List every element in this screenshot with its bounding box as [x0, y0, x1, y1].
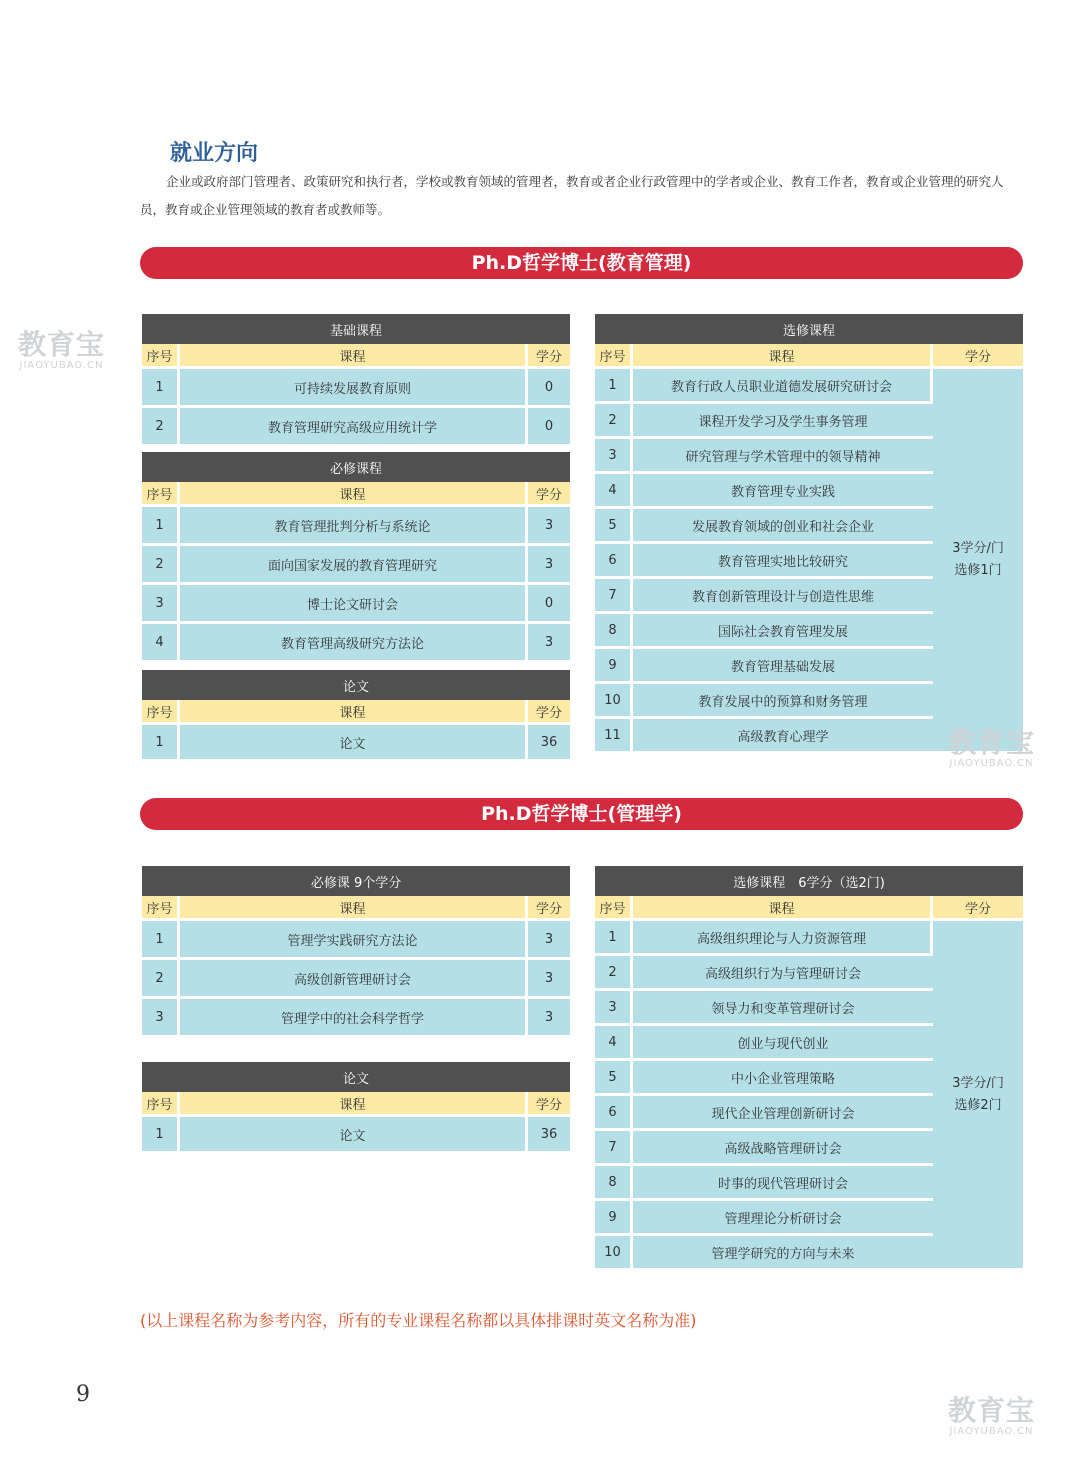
course-name: 管理学中的社会科学哲学 [180, 996, 528, 1035]
row-no: 2 [595, 401, 633, 436]
course-name: 时事的现代管理研讨会 [633, 1163, 933, 1198]
course-name: 教育管理批判分析与系统论 [180, 504, 528, 543]
elective-credit-note [933, 918, 1023, 1268]
col-header-no: 序号 [142, 344, 180, 366]
table-row [142, 722, 570, 759]
row-no: 3 [142, 996, 180, 1035]
col-header-credit: 学分 [933, 344, 1023, 366]
row-no: 1 [142, 504, 180, 543]
elective-credit-note [933, 366, 1023, 751]
course-name: 高级组织行为与管理研讨会 [633, 953, 933, 988]
course-credit: 3 [528, 543, 570, 582]
course-name: 管理学实践研究方法论 [180, 918, 528, 957]
course-name: 现代企业管理创新研讨会 [633, 1093, 933, 1128]
row-no: 2 [142, 405, 180, 444]
course-name: 教育管理实地比较研究 [633, 541, 933, 576]
course-name: 创业与现代创业 [633, 1023, 933, 1058]
page-number: 9 [76, 1382, 90, 1407]
row-no: 4 [142, 621, 180, 660]
table-title: 论文 [342, 1071, 369, 1087]
col-header-credit: 学分 [528, 344, 570, 366]
course-name: 发展教育领域的创业和社会企业 [633, 506, 933, 541]
course-name: 课程开发学习及学生事务管理 [633, 401, 933, 436]
row-no: 9 [595, 646, 633, 681]
course-credit: 0 [528, 405, 570, 444]
course-name: 教育发展中的预算和财务管理 [633, 681, 933, 716]
row-no: 2 [595, 953, 633, 988]
course-credit: 36 [528, 1114, 570, 1151]
row-no: 3 [595, 988, 633, 1023]
watermark-text: 教育宝 [18, 328, 106, 361]
course-name: 中小企业管理策略 [633, 1058, 933, 1093]
elective-courses-table [595, 866, 1023, 1268]
row-no: 8 [595, 611, 633, 646]
course-credit: 3 [528, 957, 570, 996]
row-no: 6 [595, 541, 633, 576]
row-no: 1 [595, 918, 633, 953]
course-name: 博士论文研讨会 [180, 582, 528, 621]
course-name: 高级组织理论与人力资源管理 [633, 918, 933, 953]
table-row [142, 366, 570, 405]
row-no: 3 [142, 582, 180, 621]
row-no: 2 [142, 543, 180, 582]
required-courses-table [142, 866, 570, 1035]
course-credit: 3 [528, 996, 570, 1035]
col-header-no: 序号 [142, 482, 180, 504]
col-header-no: 序号 [142, 896, 180, 918]
course-name: 面向国家发展的教育管理研究 [180, 543, 528, 582]
course-credit: 36 [528, 722, 570, 759]
course-name: 论文 [180, 722, 528, 759]
course-name: 教育创新管理设计与创造性思维 [633, 576, 933, 611]
elective-count: 选修1门 [954, 563, 1002, 578]
watermark-logo [18, 330, 105, 372]
watermark-url: JIAOYUBAO.CN [949, 758, 1034, 769]
row-no: 2 [142, 957, 180, 996]
course-name: 教育管理基础发展 [633, 646, 933, 681]
course-name: 管理学研究的方向与未来 [633, 1233, 933, 1268]
watermark-logo [948, 728, 1035, 770]
table-title: 选修课程 6学分（选2门) [733, 875, 885, 891]
credit-per-course: 3学分/门 [952, 541, 1004, 556]
row-no: 8 [595, 1163, 633, 1198]
course-name: 国际社会教育管理发展 [633, 611, 933, 646]
course-name: 教育管理高级研究方法论 [180, 621, 528, 660]
col-header-no: 序号 [142, 700, 180, 722]
col-header-course: 课程 [180, 700, 528, 722]
row-no: 1 [142, 918, 180, 957]
course-name: 研究管理与学术管理中的领导精神 [633, 436, 933, 471]
course-name: 管理理论分析研讨会 [633, 1198, 933, 1233]
thesis-table [142, 670, 570, 759]
watermark-text: 教育宝 [948, 726, 1036, 759]
table-row [142, 582, 570, 621]
col-header-no: 序号 [595, 896, 633, 918]
course-credit: 0 [528, 582, 570, 621]
col-header-course: 课程 [180, 344, 528, 366]
watermark-text: 教育宝 [948, 1394, 1036, 1427]
course-name: 可持续发展教育原则 [180, 366, 528, 405]
table-row [142, 543, 570, 582]
course-name: 论文 [180, 1114, 528, 1151]
watermark-url: JIAOYUBAO.CN [19, 360, 104, 371]
table-title: 基础课程 [330, 323, 383, 339]
row-no: 7 [595, 1128, 633, 1163]
career-intro-paragraph: 企业或政府部门管理者、政策研究和执行者，学校或教育领域的管理者，教育或者企业行政管理中的学者或企业、教育工作者，教育或企业管理的研究人员，教育或企业管理领域的教育者或教师等。 [140, 174, 1004, 217]
row-no: 9 [595, 1198, 633, 1233]
elective-count: 选修2门 [954, 1097, 1002, 1113]
course-name: 高级创新管理研讨会 [180, 957, 528, 996]
table-row [142, 957, 570, 996]
watermark-logo [948, 1396, 1035, 1438]
row-no: 1 [142, 366, 180, 405]
table-title: 必修课 9个学分 [310, 875, 402, 891]
watermark-url: JIAOYUBAO.CN [949, 1426, 1034, 1437]
table-row [142, 996, 570, 1035]
table-title: 论文 [342, 679, 369, 695]
table-title: 必修课程 [330, 461, 383, 477]
table-row [142, 1114, 570, 1151]
col-header-course: 课程 [180, 482, 528, 504]
row-no: 1 [142, 1114, 180, 1151]
row-no: 4 [595, 1023, 633, 1058]
col-header-no: 序号 [142, 1092, 180, 1114]
course-credit: 3 [528, 504, 570, 543]
table-row [142, 621, 570, 660]
table-row [595, 366, 1023, 401]
table-row [142, 405, 570, 444]
row-no: 7 [595, 576, 633, 611]
row-no: 1 [595, 366, 633, 401]
course-credit: 3 [528, 621, 570, 660]
row-no: 10 [595, 681, 633, 716]
row-no: 11 [595, 716, 633, 751]
table-row [595, 918, 1023, 953]
course-credit: 3 [528, 918, 570, 957]
table-title: 选修课程 [783, 323, 836, 339]
course-name: 教育管理专业实践 [633, 471, 933, 506]
row-no: 5 [595, 1058, 633, 1093]
row-no: 4 [595, 471, 633, 506]
course-name: 教育管理研究高级应用统计学 [180, 405, 528, 444]
credit-per-course: 3学分/门 [952, 1075, 1004, 1091]
col-header-credit: 学分 [528, 700, 570, 722]
col-header-credit: 学分 [933, 896, 1023, 918]
row-no: 5 [595, 506, 633, 541]
col-header-course: 课程 [633, 896, 933, 918]
row-no: 6 [595, 1093, 633, 1128]
col-header-course: 课程 [180, 896, 528, 918]
footnote: (以上课程名称为参考内容，所有的专业课程名称都以具体排课时英文名称为准) [140, 1311, 697, 1330]
row-no: 3 [595, 436, 633, 471]
table-row [142, 918, 570, 957]
course-name: 领导力和变革管理研讨会 [633, 988, 933, 1023]
section-heading: 就业方向 [170, 141, 259, 166]
col-header-no: 序号 [595, 344, 633, 366]
program-banner-management: Ph.D哲学博士(管理学) [140, 798, 1023, 830]
table-row [142, 504, 570, 543]
col-header-credit: 学分 [528, 1092, 570, 1114]
program-banner-education-management: Ph.D哲学博士(教育管理) [140, 247, 1023, 279]
col-header-course: 课程 [633, 344, 933, 366]
course-name: 高级教育心理学 [633, 716, 933, 751]
course-name: 高级战略管理研讨会 [633, 1128, 933, 1163]
row-no: 1 [142, 722, 180, 759]
row-no: 10 [595, 1233, 633, 1268]
course-name: 教育行政人员职业道德发展研究研讨会 [633, 366, 933, 401]
basic-courses-table [142, 314, 570, 444]
required-courses-table [142, 452, 570, 660]
col-header-credit: 学分 [528, 896, 570, 918]
thesis-table [142, 1062, 570, 1151]
elective-courses-table [595, 314, 1023, 751]
course-credit: 0 [528, 366, 570, 405]
col-header-course: 课程 [180, 1092, 528, 1114]
col-header-credit: 学分 [528, 482, 570, 504]
